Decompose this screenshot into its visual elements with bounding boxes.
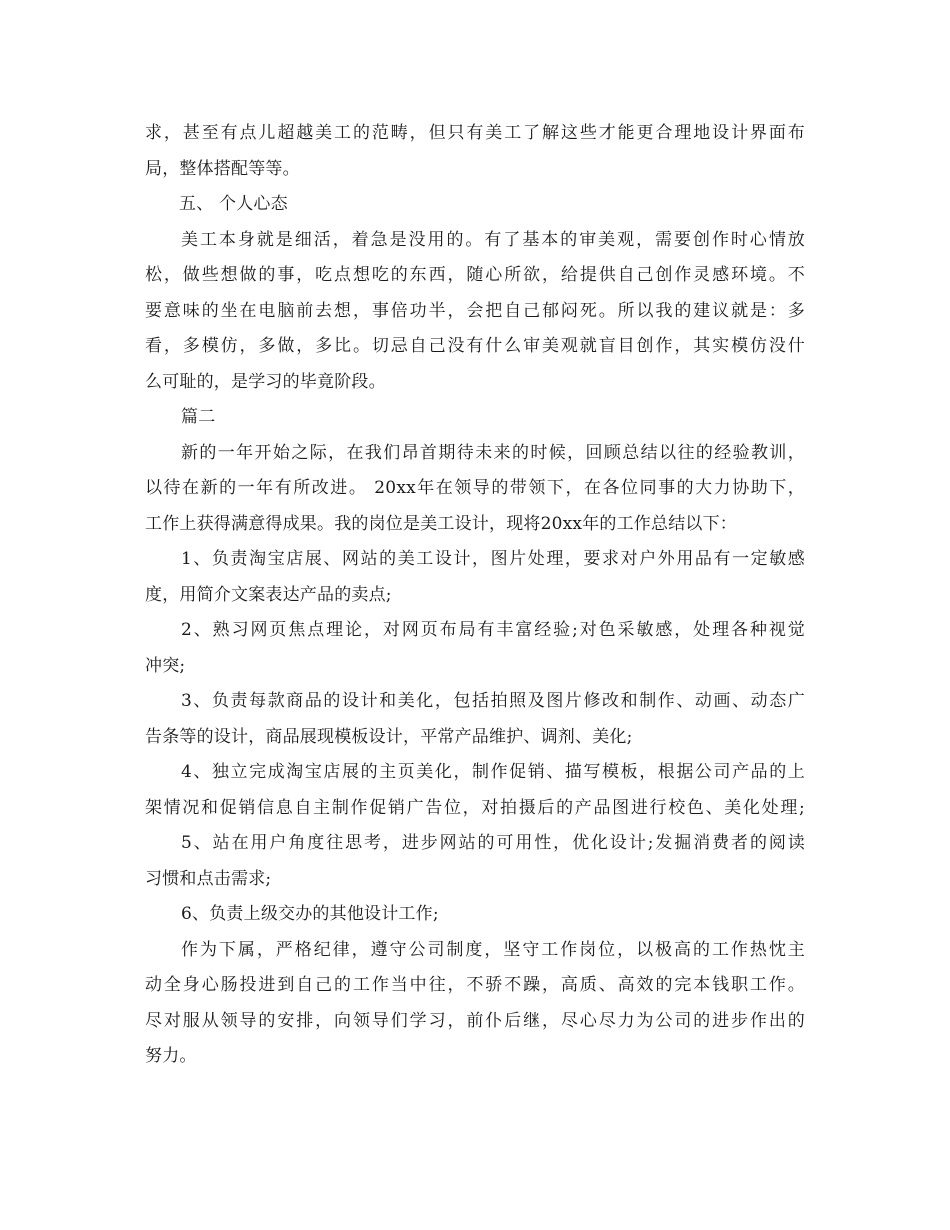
text-line: 架情况和促销信息自主制作促销广告位，对拍摄后的产品图进行校色、美化处理; — [145, 797, 805, 818]
document-body — [145, 116, 805, 1075]
paragraph-start: 新的一年开始之际，在我们昂首期待未来的时候，回顾总结以往的经验教训， — [181, 442, 805, 463]
text-line: 习惯和点击需求; — [145, 868, 272, 889]
text-line: 动全身心肠投进到自己的工作当中往，不骄不躁，高质、高效的完本钱职工作。 — [145, 975, 805, 995]
text-line: 以待在新的一年有所改进。 20xx年在领导的带领下，在各位同事的大力协助下， — [145, 478, 805, 498]
text-line: 尽对服从领导的安排，向领导们学习，前仆后继，尽心尽力为公司的进步作出的 — [145, 1010, 805, 1031]
text-line: 松，做些想做的事，吃点想吃的东西，随心所欲，给提供自己创作灵感环境。不 — [145, 265, 805, 285]
section-heading: 五、 个人心态 — [179, 194, 288, 214]
list-item: 4、独立完成淘宝店展的主页美化，制作促销、描写模板，根据公司产品的上 — [181, 762, 805, 782]
text-line: 告条等的设计，商品展现模板设计，平常产品维护、调剂、美化; — [145, 726, 633, 747]
text-line: 度，用简介文案表达产品的卖点; — [145, 584, 392, 605]
section-heading: 篇二 — [181, 407, 216, 427]
text-line: 冲突; — [145, 655, 186, 676]
list-item: 2、熟习网页焦点理论，对网页布局有丰富经验;对色采敏感，处理各种视觉 — [181, 620, 805, 640]
text-line: 求，甚至有点儿超越美工的范畴，但只有美工了解这些才能更合理地设计界面布 — [145, 123, 805, 143]
list-item: 1、负责淘宝店展、网站的美工设计，图片处理，要求对户外用品有一定敏感 — [181, 549, 805, 569]
text-line: 么可耻的，是学习的毕竟阶段。 — [145, 371, 386, 392]
list-item: 5、站在用户角度往思考，进步网站的可用性，优化设计;发掘消费者的阅读 — [181, 833, 805, 853]
list-item: 3、负责每款商品的设计和美化，包括拍照及图片修改和制作、动画、动态广 — [181, 691, 805, 711]
text-line: 要意味的坐在电脑前去想，事倍功半，会把自己郁闷死。所以我的建议就是：多 — [145, 300, 805, 321]
paragraph-start: 作为下属，严格纪律，遵守公司制度，坚守工作岗位，以极高的工作热忱主 — [181, 939, 805, 960]
text-line: 努力。 — [145, 1046, 197, 1066]
paragraph-start: 美工本身就是细活，着急是没用的。有了基本的审美观，需要创作时心情放 — [181, 229, 805, 250]
text-line: 看，多模仿，多做，多比。切忌自己没有什么审美观就盲目创作，其实模仿没什 — [145, 336, 805, 356]
list-item: 6、负责上级交办的其他设计工作; — [181, 904, 439, 924]
text-line: 工作上获得满意得成果。我的岗位是美工设计，现将20xx年的工作总结以下： — [145, 513, 738, 534]
text-line: 局，整体搭配等等。 — [145, 158, 300, 179]
